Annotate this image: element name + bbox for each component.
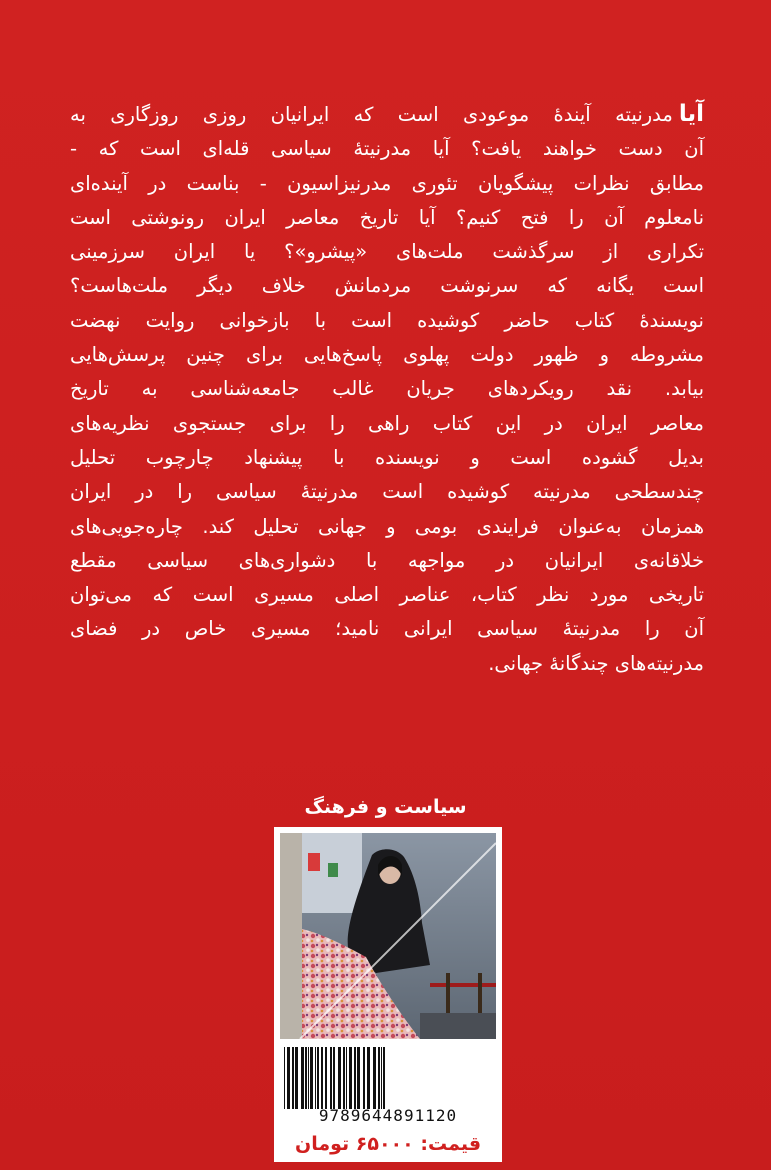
barcode-bar: [292, 1047, 294, 1109]
isbn-number: 9789644891120: [318, 1106, 458, 1125]
blurb-line: آن را مدرنیتهٔ سیاسی ایرانی نامید؛ مسیری خاص در فضای: [70, 617, 704, 641]
blurb-line: همزمان به‌عنوان فرایندی بومی و جهانی تحلیل کند. چاره‌جویی‌های: [70, 514, 704, 538]
barcode-bar: [367, 1047, 370, 1109]
barcode-bar: [378, 1047, 380, 1109]
blurb-line: مطابق نظرات پیشگویان تئوری مدرنیزاسیون - بناست در آینده‌ای: [70, 171, 704, 195]
barcode-bar: [330, 1047, 332, 1109]
blurb-line: نامعلوم آن را فتح کنیم؟ آیا تاریخ معاصر ایران رونوشتی است: [70, 205, 704, 229]
barcode-bar: [295, 1047, 298, 1109]
back-cover-blurb: [70, 97, 704, 681]
blurb-line: تاریخی مورد نظر کتاب، عناصر اصلی مسیری است که می‌توان: [70, 583, 704, 607]
blurb-line: خلاقانه‌ی ایرانیان در مواجهه با دشواری‌های سیاسی مقطع: [70, 548, 704, 572]
barcode-bar: [381, 1047, 382, 1109]
barcode-bar: [383, 1047, 385, 1109]
blurb-line: بیابد. نقد رویکردهای جریان غالب جامعه‌شناسی به تاریخ: [70, 377, 704, 401]
barcode-bar: [310, 1047, 313, 1109]
barcode-bar: [346, 1047, 347, 1109]
barcode-bar: [373, 1047, 376, 1109]
barcode-bar: [315, 1047, 316, 1109]
barcode-bar: [333, 1047, 335, 1109]
series-label: سیاست و فرهنگ: [304, 796, 467, 818]
blurb-line: تکراری از سرگذشت ملت‌های «پیشرو»؟ یا ایران سرزمینی: [70, 240, 704, 264]
barcode-bar: [305, 1047, 307, 1109]
price-label: قیمت: ۶۵۰۰۰ تومان: [294, 1133, 482, 1155]
blurb-line: آن دست خواهند یافت؟ آیا مدرنیتهٔ سیاسی قله‌ای است که -: [70, 137, 704, 161]
barcode-bar: [301, 1047, 304, 1109]
barcode-bar: [349, 1047, 352, 1109]
isbn-barcode-icon: [280, 1045, 496, 1115]
barcode-bar: [284, 1047, 285, 1109]
barcode-bar: [354, 1047, 356, 1109]
woman-in-chador-photo-icon: [280, 833, 496, 1039]
blurb-line: نویسندهٔ کتاب حاضر کوشیده است با بازخوانی روایت نهضت: [70, 308, 704, 332]
barcode-bar: [287, 1047, 290, 1109]
barcode-bar: [321, 1047, 323, 1109]
blurb-line: معاصر ایران در این کتاب راهی را برای جستجوی نظریه‌های: [70, 411, 704, 435]
blurb-line: چندسطحی مدرنیته کوشیده است مدرنیتهٔ سیاسی را در ایران: [70, 480, 704, 504]
barcode-bar: [317, 1047, 319, 1109]
blurb-line: است یگانه که سرنوشت مردمانش خلاف دیگر ملت‌هاست؟: [70, 274, 704, 298]
blurb-lead-word: آیا: [678, 101, 704, 127]
blurb-line: مدرنیته‌های چندگانهٔ جهانی.: [488, 651, 704, 675]
barcode-bar: [338, 1047, 341, 1109]
barcode-bar: [363, 1047, 365, 1109]
blurb-line: مشروطه و ظهور دولت پهلوی پاسخ‌هایی برای چنین پرسش‌هایی: [70, 343, 704, 367]
barcode-bar: [357, 1047, 360, 1109]
blurb-line-text: مدرنیته آیندهٔ موعودی است که ایرانیان روزی روزگاری به: [70, 103, 673, 126]
barcode-bar: [308, 1047, 309, 1109]
blurb-line: [70, 97, 704, 132]
blurb-line: بدیل گشوده است و نویسنده با پیشنهاد چارچوب تحلیل: [70, 445, 704, 469]
barcode-bar: [343, 1047, 345, 1109]
barcode-bar: [325, 1047, 327, 1109]
